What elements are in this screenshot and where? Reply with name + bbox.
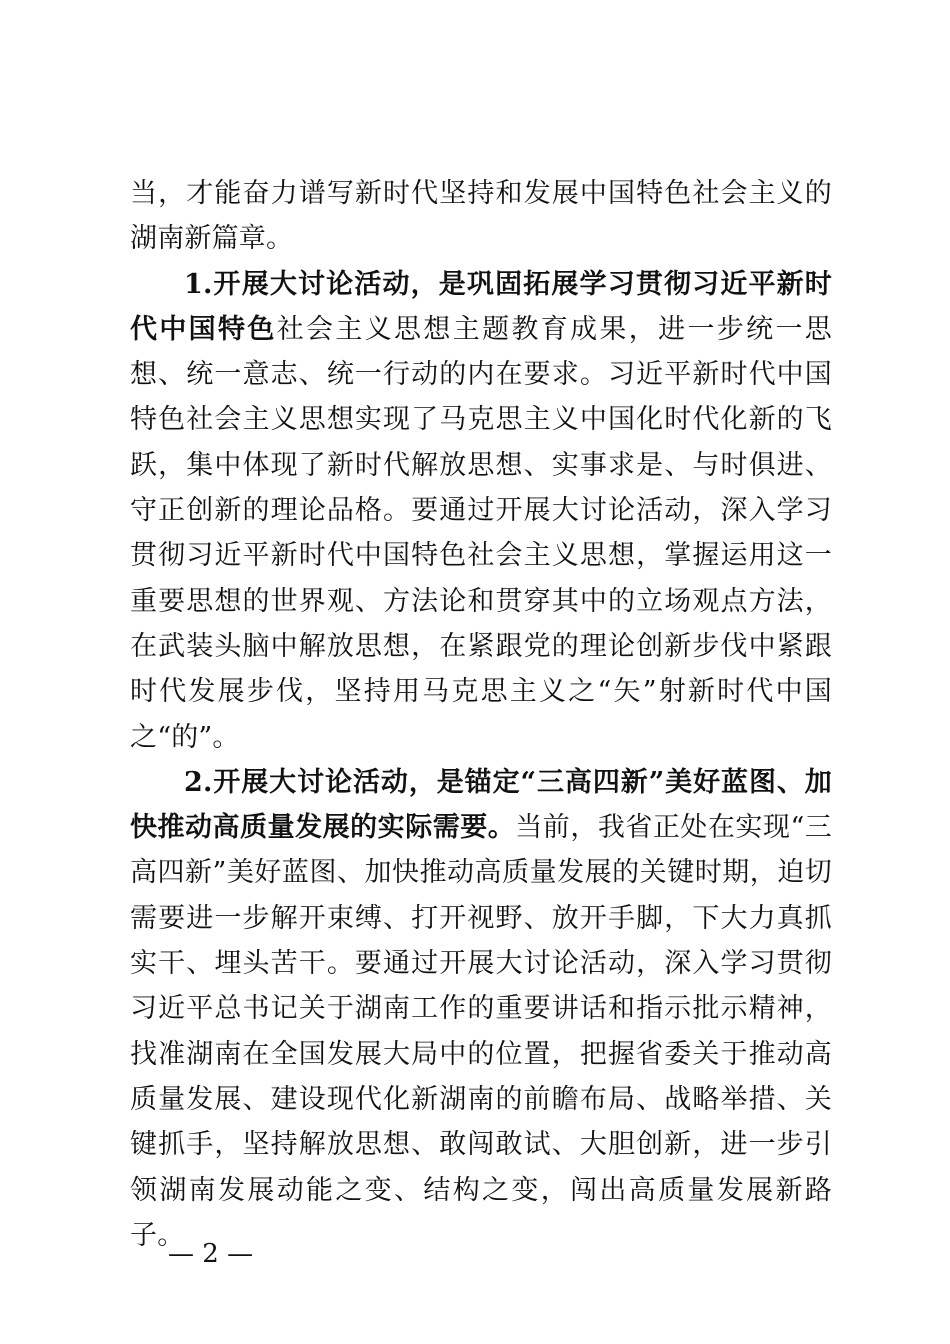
- paragraph-body: 当，才能奋力谱写新时代坚持和发展中国特色社会主义的湖南新篇章。: [130, 178, 832, 255]
- paragraph-heading: 2.开展大讨论活动，是锚定“三高四新”美好蓝图、加快推动高质量发展的实际需要。: [130, 766, 832, 844]
- body-text: [130, 171, 832, 1258]
- numbered-paragraph-1: [130, 262, 832, 760]
- paragraph-heading: 1.开展大讨论活动，是巩固拓展学习贯彻习近平新时代中国特色: [130, 268, 832, 345]
- continuation-paragraph: [130, 171, 832, 262]
- paragraph-body: 当前，我省正处在实现“三高四新”美好蓝图、加快推动高质量发展的关键时期，迫切需要进一步解开束缚、打开视野、放开手脚，下大力真抓实干、埋头苦干。要通过开展大讨论活动，深入学习贯彻习近平总书记关于湖南工作的重要讲话和指示批示精神，找准湖南在全国发展大局中的位置，把握省委关于推动高质量发展、建设现代化新湖南的前瞻布局、战略举措、关键抓手，坚持解放思想、敢闯敢试、大胆创新，进一步引领湖南发展动能之变、结构之变，闯出高质量发展新路子。: [130, 812, 832, 1251]
- paragraph-body: 社会主义思想主题教育成果，进一步统一思想、统一意志、统一行动的内在要求。习近平新时代中国特色社会主义思想实现了马克思主义中国化时代化新的飞跃，集中体现了新时代解放思想、实事求是、与时俱进、守正创新的理论品格。要通过开展大讨论活动，深入学习贯彻习近平新时代中国特色社会主义思想，掌握运用这一重要思想的世界观、方法论和贯穿其中的立场观点方法，在武装头脑中解放思想，在紧跟党的理论创新步伐中紧跟时代发展步伐，坚持用马克思主义之“矢”射新时代中国之“的”。: [130, 313, 832, 753]
- page-number: — 2 —: [168, 1239, 254, 1269]
- numbered-paragraph-2: [130, 760, 832, 1258]
